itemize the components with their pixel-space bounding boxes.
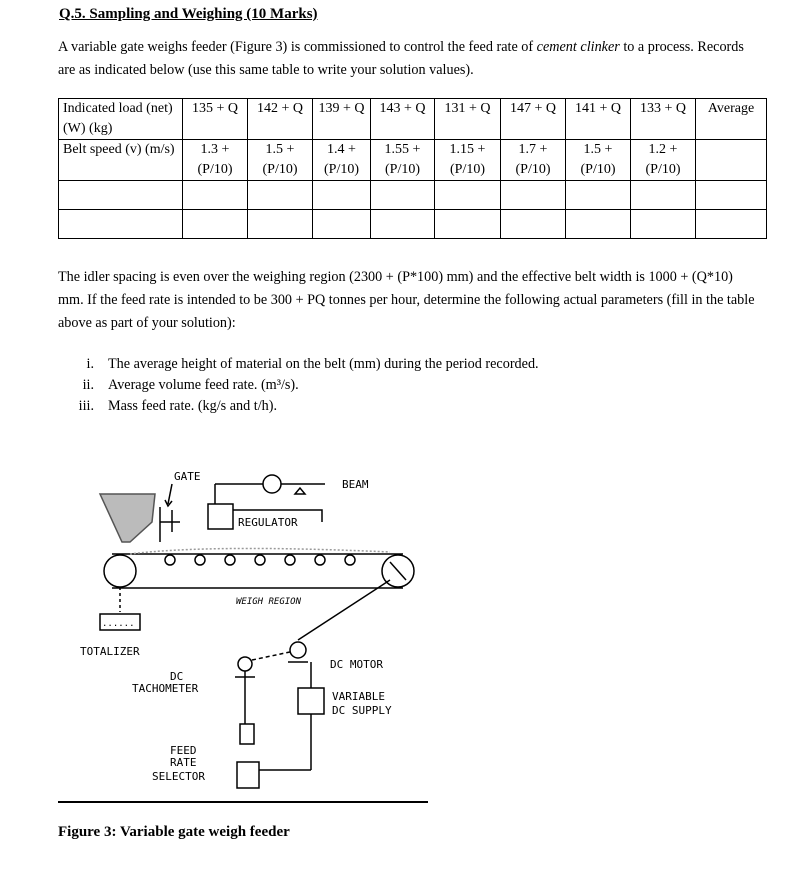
load-cell: 131 + Q: [435, 99, 501, 140]
question-list: [58, 354, 539, 417]
selector-label: SELECTOR: [152, 770, 205, 783]
speed-cell: 1.5 + (P/10): [566, 140, 631, 181]
records-table: [58, 98, 767, 239]
blank-row: [59, 181, 767, 210]
speed-cell: 1.2 + (P/10): [631, 140, 696, 181]
figure-caption: Figure 3: Variable gate weigh feeder: [58, 824, 290, 840]
blank-cell: [248, 181, 313, 210]
load-cell: 139 + Q: [313, 99, 371, 140]
blank-cell: [696, 210, 767, 239]
tachometer-label: TACHOMETER: [132, 682, 199, 695]
gate-label: GATE: [174, 470, 201, 483]
blank-cell: [501, 210, 566, 239]
dc-label: DC: [170, 670, 184, 683]
speed-row: [59, 140, 767, 181]
blank-cell: [248, 210, 313, 239]
speed-cell: 1.4 + (P/10): [313, 140, 371, 181]
blank-cell: [183, 210, 248, 239]
load-label: Indicated load (net) (W) (kg): [59, 99, 183, 140]
blank-cell: [566, 210, 631, 239]
dc-motor-label: DC MOTOR: [330, 658, 383, 671]
blank-cell: [313, 210, 371, 239]
figure-rule: [58, 801, 428, 803]
blank-cell: [501, 181, 566, 210]
question-item: i. The average height of material on the belt (mm) during the period recorded.: [86, 356, 539, 372]
speed-cell: 1.55 + (P/10): [371, 140, 435, 181]
load-cell: 142 + Q: [248, 99, 313, 140]
weigh-feeder-figure: [60, 462, 440, 802]
feed-label: FEED: [170, 744, 197, 757]
weigh-region-label: WEIGH REGION: [236, 597, 302, 607]
blank-cell: [59, 210, 183, 239]
load-cell: 133 + Q: [631, 99, 696, 140]
blank-cell: [313, 181, 371, 210]
totalizer-label: TOTALIZER: [80, 645, 140, 658]
blank-cell: [631, 181, 696, 210]
blank-cell: [371, 210, 435, 239]
blank-cell: [566, 181, 631, 210]
question-item: ii. Average volume feed rate. (m³/s).: [82, 377, 299, 393]
speed-cell: 1.5 + (P/10): [248, 140, 313, 181]
regulator-label: REGULATOR: [238, 516, 298, 529]
body-paragraph: The idler spacing is even over the weighing region (2300 + (P*100) mm) and the effective belt width is 1000 + (Q*10) mm. If the feed rate is intended to be 300 + PQ tonnes per hour, determine the following actual parameters (fill in the table above as part of your solution):: [58, 269, 755, 331]
blank-row: [59, 210, 767, 239]
dc-supply-label: DC SUPPLY: [332, 704, 392, 717]
intro-paragraph: A variable gate weighs feeder (Figure 3) is commissioned to control the feed rate of cement clinker to a process. Records are as indicated below (use this same table to write your solution values).: [58, 39, 744, 78]
blank-cell: [183, 181, 248, 210]
totalizer-display: ......: [102, 619, 135, 629]
speed-cell: 1.7 + (P/10): [501, 140, 566, 181]
question-item: iii. Mass feed rate. (kg/s and t/h).: [78, 398, 278, 414]
load-cell: 135 + Q: [183, 99, 248, 140]
average-header: Average: [696, 99, 767, 140]
rate-label: RATE: [170, 756, 197, 769]
speed-average-cell: [696, 140, 767, 181]
beam-label: BEAM: [342, 478, 369, 491]
load-cell: 147 + Q: [501, 99, 566, 140]
load-cell: 143 + Q: [371, 99, 435, 140]
blank-cell: [696, 181, 767, 210]
blank-cell: [435, 210, 501, 239]
blank-cell: [59, 181, 183, 210]
load-cell: 141 + Q: [566, 99, 631, 140]
blank-cell: [631, 210, 696, 239]
speed-label: Belt speed (v) (m/s): [59, 140, 183, 181]
variable-label: VARIABLE: [332, 690, 385, 703]
blank-cell: [435, 181, 501, 210]
hopper: [100, 494, 155, 542]
load-row: [59, 99, 767, 140]
speed-cell: 1.15 + (P/10): [435, 140, 501, 181]
question-heading: Q.5. Sampling and Weighing (10 Marks): [59, 6, 318, 22]
speed-cell: 1.3 + (P/10): [183, 140, 248, 181]
blank-cell: [371, 181, 435, 210]
